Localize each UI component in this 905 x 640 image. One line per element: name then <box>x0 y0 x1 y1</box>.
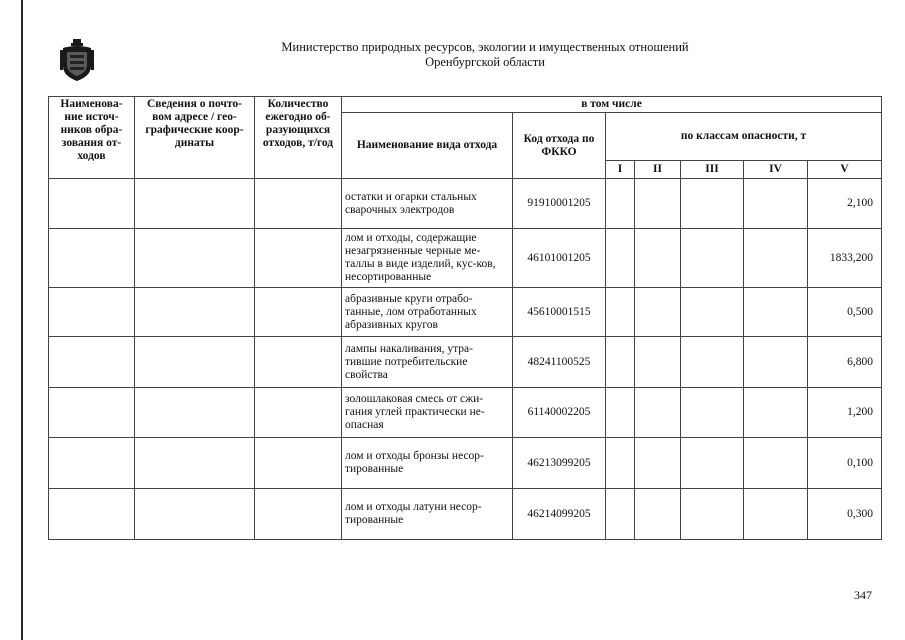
header-including: в том числе <box>342 97 882 113</box>
class-1-cell <box>606 229 635 288</box>
header-hazard-classes: по классам опасности, т <box>606 113 882 161</box>
class-5-cell: 1833,200 <box>808 229 882 288</box>
header-ministry: Министерство природных ресурсов, экологии и имущественных отношений <box>281 40 689 54</box>
document-header <box>180 40 790 70</box>
class-1-cell <box>606 337 635 388</box>
class-1-cell <box>606 179 635 229</box>
header-class-3: III <box>681 161 744 179</box>
header-quantity: Количество ежегодно об-разующихся отходов, т/год <box>255 97 342 179</box>
header-class-5: V <box>808 161 882 179</box>
fkko-code-cell: 46101001205 <box>513 229 606 288</box>
fkko-code-cell: 45610001515 <box>513 288 606 337</box>
class-1-cell <box>606 388 635 438</box>
table-row <box>49 288 882 337</box>
address-cell <box>135 489 255 540</box>
address-cell <box>135 288 255 337</box>
class-3-cell <box>681 179 744 229</box>
header-class-4: IV <box>744 161 808 179</box>
address-cell <box>135 438 255 489</box>
class-5-cell: 0,100 <box>808 438 882 489</box>
table-row <box>49 438 882 489</box>
quantity-cell <box>255 438 342 489</box>
class-2-cell <box>635 288 681 337</box>
class-2-cell <box>635 179 681 229</box>
class-2-cell <box>635 438 681 489</box>
waste-table <box>48 96 882 540</box>
page-number: 347 <box>854 588 872 602</box>
table-row <box>49 229 882 288</box>
class-5-cell: 6,800 <box>808 337 882 388</box>
source-cell <box>49 489 135 540</box>
class-1-cell <box>606 438 635 489</box>
quantity-cell <box>255 288 342 337</box>
header-class-1: I <box>606 161 635 179</box>
class-2-cell <box>635 388 681 438</box>
class-1-cell <box>606 288 635 337</box>
class-4-cell <box>744 489 808 540</box>
quantity-cell <box>255 337 342 388</box>
header-source-name: Наименова-ние источ-ников обра-зования от-ходов <box>49 97 135 179</box>
header-class-2: II <box>635 161 681 179</box>
class-4-cell <box>744 229 808 288</box>
class-3-cell <box>681 229 744 288</box>
class-1-cell <box>606 489 635 540</box>
header-region: Оренбургской области <box>425 55 545 69</box>
class-4-cell <box>744 337 808 388</box>
class-2-cell <box>635 489 681 540</box>
waste-name-cell: лампы накаливания, утра-тившие потребительские свойства <box>342 337 513 388</box>
page-edge-line <box>21 0 23 640</box>
waste-name-cell: остатки и огарки стальных сварочных электродов <box>342 179 513 229</box>
source-cell <box>49 229 135 288</box>
class-3-cell <box>681 489 744 540</box>
header-address: Сведения о почто-вом адресе / гео-графические коор-динаты <box>135 97 255 179</box>
source-cell <box>49 288 135 337</box>
class-4-cell <box>744 438 808 489</box>
class-5-cell: 1,200 <box>808 388 882 438</box>
quantity-cell <box>255 229 342 288</box>
source-cell <box>49 388 135 438</box>
quantity-cell <box>255 489 342 540</box>
class-2-cell <box>635 229 681 288</box>
address-cell <box>135 229 255 288</box>
fkko-code-cell: 46214099205 <box>513 489 606 540</box>
class-5-cell: 2,100 <box>808 179 882 229</box>
fkko-code-cell: 46213099205 <box>513 438 606 489</box>
waste-name-cell: лом и отходы, содержащие незагрязненные черные ме-таллы в виде изделий, кус-ков, несортированные <box>342 229 513 288</box>
table-row <box>49 489 882 540</box>
waste-name-cell: лом и отходы бронзы несор-тированные <box>342 438 513 489</box>
header-fkko-code: Код отхода по ФККО <box>513 113 606 179</box>
class-5-cell: 0,300 <box>808 489 882 540</box>
table-row <box>49 337 882 388</box>
waste-name-cell: абразивные круги отрабо-танные, лом отработанных абразивных кругов <box>342 288 513 337</box>
class-5-cell: 0,500 <box>808 288 882 337</box>
class-4-cell <box>744 179 808 229</box>
header-waste-name: Наименование вида отхода <box>342 113 513 179</box>
waste-name-cell: лом и отходы латуни несор-тированные <box>342 489 513 540</box>
source-cell <box>49 337 135 388</box>
class-4-cell <box>744 388 808 438</box>
table-row <box>49 388 882 438</box>
class-3-cell <box>681 337 744 388</box>
address-cell <box>135 388 255 438</box>
fkko-code-cell: 91910001205 <box>513 179 606 229</box>
source-cell <box>49 179 135 229</box>
class-3-cell <box>681 288 744 337</box>
class-3-cell <box>681 388 744 438</box>
class-3-cell <box>681 438 744 489</box>
source-cell <box>49 438 135 489</box>
quantity-cell <box>255 179 342 229</box>
fkko-code-cell: 48241100525 <box>513 337 606 388</box>
class-4-cell <box>744 288 808 337</box>
fkko-code-cell: 61140002205 <box>513 388 606 438</box>
address-cell <box>135 337 255 388</box>
address-cell <box>135 179 255 229</box>
waste-name-cell: золошлаковая смесь от сжи-гания углей практически не-опасная <box>342 388 513 438</box>
quantity-cell <box>255 388 342 438</box>
coat-of-arms-icon <box>60 38 94 82</box>
table-row <box>49 179 882 229</box>
class-2-cell <box>635 337 681 388</box>
